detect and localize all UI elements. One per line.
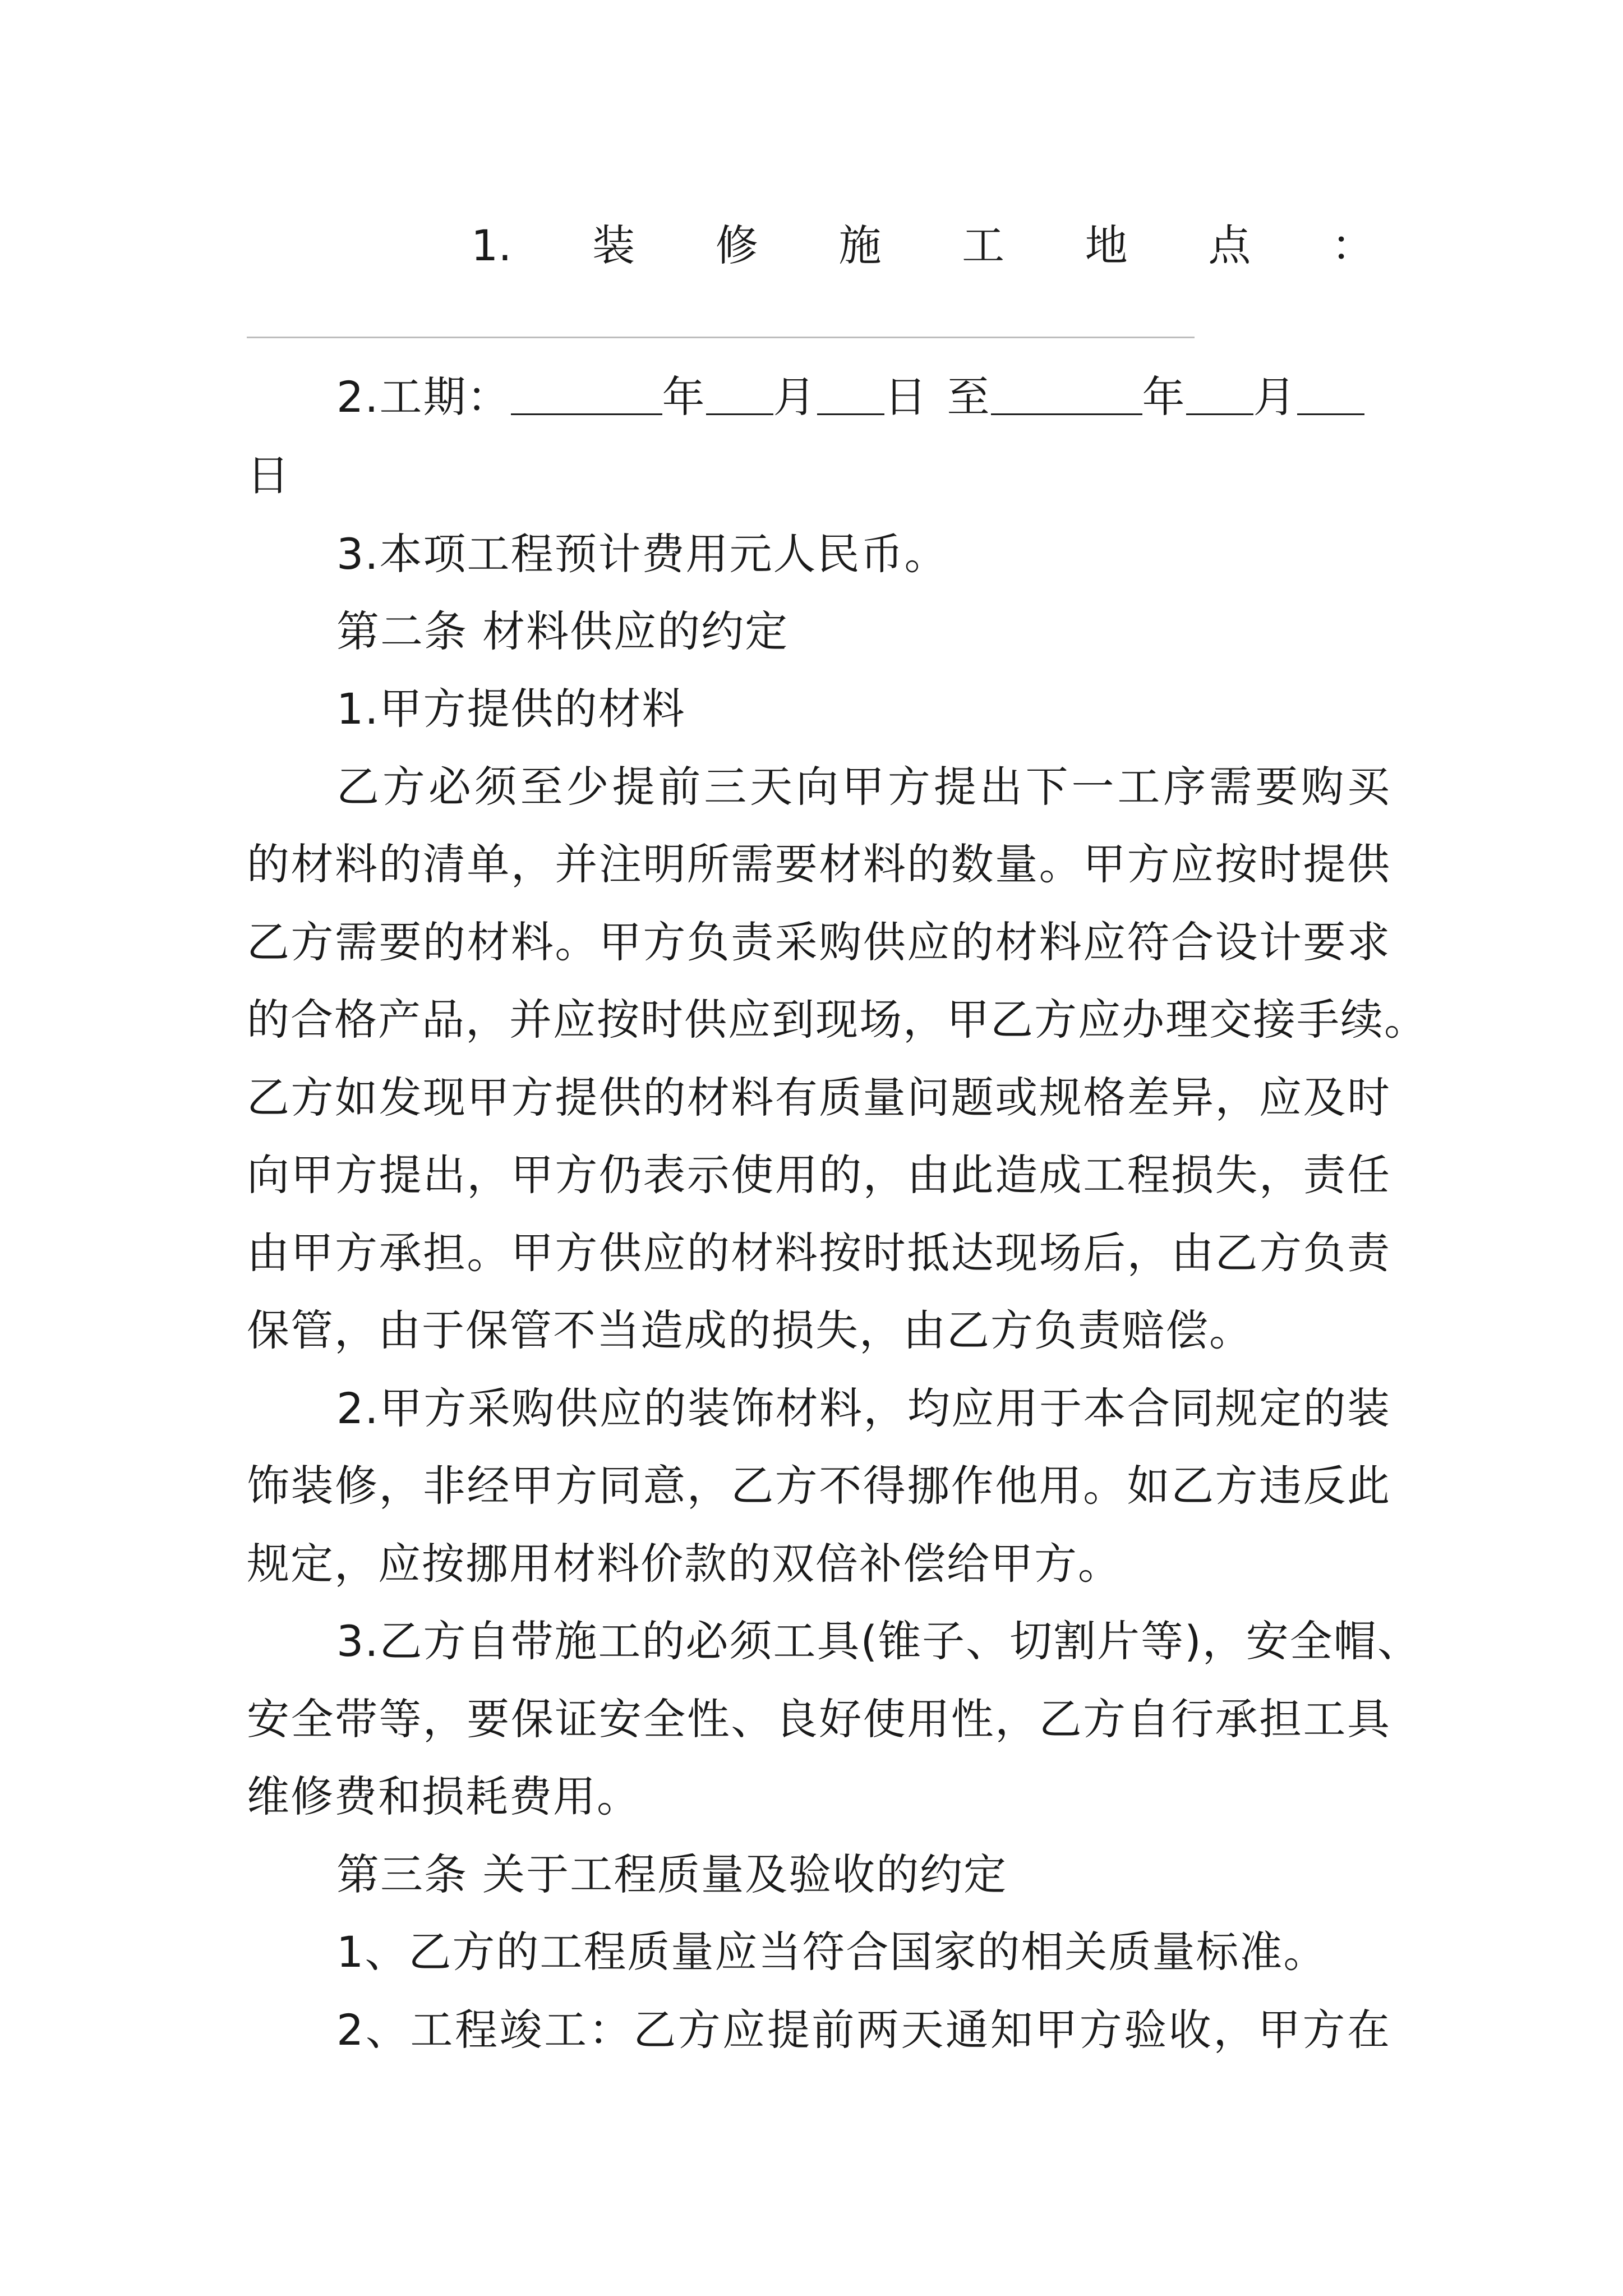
paragraph-line: 向甲方提出，甲方仍表示使用的，由此造成工程损失，责任 — [247, 1150, 1391, 1200]
item-number: 1. — [471, 220, 512, 270]
paragraph-line: 规定，应按挪用材料价款的双倍补偿给甲方。 — [247, 1539, 1122, 1589]
paragraph-line: 由甲方承担。甲方供应的材料按时抵达现场后，由乙方负责 — [247, 1228, 1391, 1278]
paragraph-line: 的合格产品，并应按时供应到现场，甲乙方应办理交接手续。 — [247, 995, 1428, 1045]
year-char: 年 — [662, 372, 706, 422]
paragraph-line: 乙方如发现甲方提供的材料有质量问题或规格差异，应及时 — [247, 1073, 1391, 1122]
month-char: 月 — [773, 372, 817, 422]
to-char: 至 — [947, 372, 991, 422]
article2-title: 第二条 材料供应的约定 — [336, 606, 789, 656]
address-blank-line — [247, 337, 1195, 338]
year-blank — [511, 374, 662, 415]
paragraph-line: 维修费和损耗费用。 — [247, 1772, 640, 1821]
heading-char: 施 — [838, 220, 882, 270]
paragraph-line: 安全带等，要保证安全性、良好使用性，乙方自行承担工具 — [247, 1694, 1391, 1744]
heading-char: 地 — [1085, 220, 1128, 270]
article3-item1: 1、乙方的工程质量应当符合国家的相关质量标准。 — [336, 1927, 1327, 1977]
heading-colon: ： — [1331, 220, 1374, 270]
construction-site-heading — [471, 219, 1374, 273]
heading-char: 点 — [1208, 220, 1251, 270]
cost-line: 3.本项工程预计费用元人民币。 — [336, 529, 948, 579]
day-char: 日 — [884, 372, 928, 422]
paragraph-line: 2.甲方采购供应的装饰材料，均应用于本合同规定的装 — [336, 1383, 1391, 1433]
article2-sub1: 1.甲方提供的材料 — [336, 684, 686, 734]
paragraph-line: 乙方必须至少提前三天向甲方提出下一工序需要购买 — [336, 762, 1391, 812]
article3-item2: 2、工程竣工：乙方应提前两天通知甲方验收，甲方在 — [336, 2005, 1391, 2055]
paragraph-line: 饰装修，非经甲方同意，乙方不得挪作他用。如乙方违反此 — [247, 1461, 1391, 1511]
heading-char: 装 — [592, 220, 635, 270]
month-blank — [706, 374, 773, 415]
end-year-blank — [991, 374, 1142, 415]
period-end-line — [247, 449, 1391, 503]
end-year-char: 年 — [1142, 372, 1186, 422]
end-day-char: 日 — [247, 450, 291, 500]
end-month-blank — [1186, 374, 1253, 415]
article3-title: 第三条 关于工程质量及验收的约定 — [336, 1849, 1008, 1899]
heading-char: 工 — [962, 220, 1005, 270]
heading-char: 修 — [715, 220, 758, 270]
day-blank — [817, 374, 884, 415]
paragraph-line: 3.乙方自带施工的必须工具(锥子、切割片等)，安全帽、 — [336, 1616, 1421, 1666]
end-month-char: 月 — [1253, 372, 1297, 422]
end-day-blank — [1297, 374, 1364, 415]
period-line — [336, 370, 1391, 424]
paragraph-line: 保管，由于保管不当造成的损失，由乙方负责赔偿。 — [247, 1305, 1253, 1355]
paragraph-line: 乙方需要的材料。甲方负责采购供应的材料应符合设计要求 — [247, 917, 1391, 967]
period-label: 2.工期： — [336, 372, 511, 422]
paragraph-line: 的材料的清单，并注明所需要材料的数量。甲方应按时提供 — [247, 839, 1391, 889]
